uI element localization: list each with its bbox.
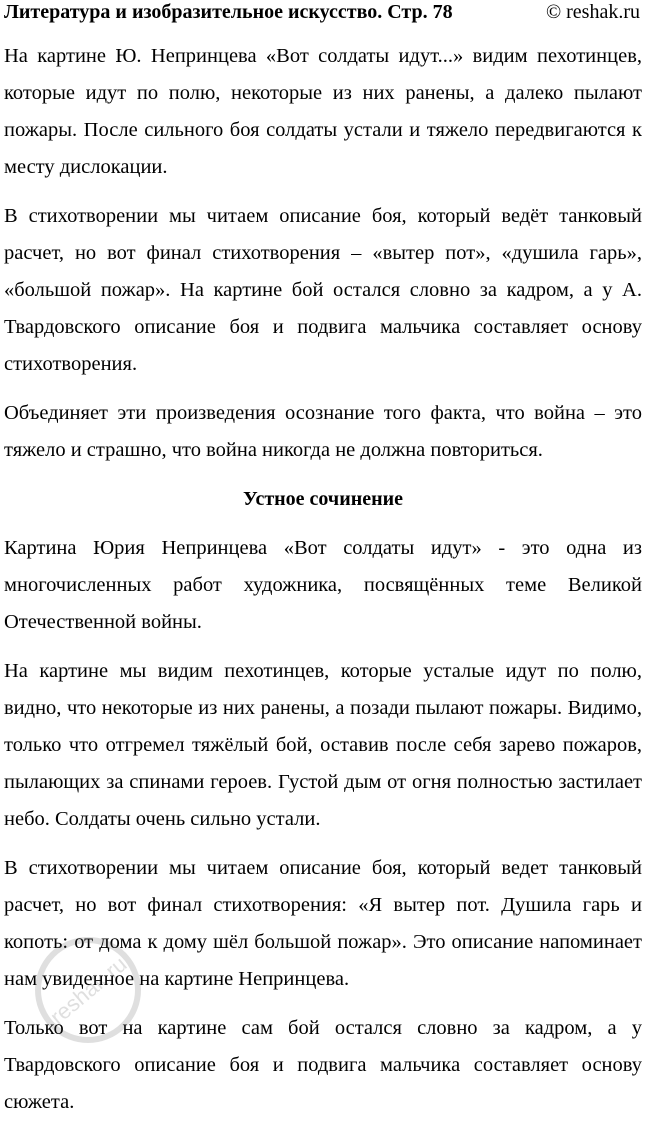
watermark-text: reshak.ru — [45, 951, 132, 1030]
essay-paragraph-1: Картина Юрия Непринцева «Вот солдаты идут» - это одна из многочисленных работ художника, посвящённых теме Великой Отечественной войны. — [4, 537, 642, 633]
paragraph-2: В стихотворении мы читаем описание боя, который ведёт танковый расчет, но вот финал стихотворения – «вытер пот», «душила гарь», «большой пожар». На картине бой остался словно за кадром, а у А. Твардовского описание боя и подвига мальчика составляет основу стихотворения. — [4, 205, 642, 375]
paragraph-3: Объединяет эти произведения осознание того факта, что война – это тяжело и страшно, что война никогда не должна повториться. — [4, 402, 642, 461]
paragraph-1: На картине Ю. Непринцева «Вот солдаты идут...» видим пехотинцев, которые идут по полю, некоторые из них ранены, а далеко пылают пожары. После сильного боя солдаты устали и тяжело передвигаются к месту дислокации. — [4, 45, 642, 178]
essay-paragraph-2: На картине мы видим пехотинцев, которые усталые идут по полю, видно, что некоторые из них ранены, а позади пылают пожары. Видимо, только что отгремел тяжёлый бой, оставив после себя зарево пожаров, пылающих за спинами героев. Густой дым от огня полностью застилает небо. Солдаты очень сильно устали. — [4, 660, 642, 830]
essay-paragraph-3: В стихотворении мы читаем описание боя, который ведет танковый расчет, но вот финал стихотворения: «Я вытер пот. Душила гарь и копоть: от дома к дому шёл большой пожар». Это описание напоминает нам увиденное на картине Непринцева. — [4, 857, 642, 990]
essay-paragraph-4: Только вот на картине сам бой остался словно за кадром, а у Твардовского описание боя и подвига мальчика составляет основу сюжета. — [4, 1017, 642, 1113]
document-body — [4, 38, 642, 1133]
page-header — [0, 0, 646, 30]
page-title: Литература и изобразительное искусство. Стр. 78 — [4, 1, 453, 23]
essay-heading: Устное сочинение — [242, 488, 404, 510]
site-credit: © reshak.ru — [545, 1, 640, 23]
